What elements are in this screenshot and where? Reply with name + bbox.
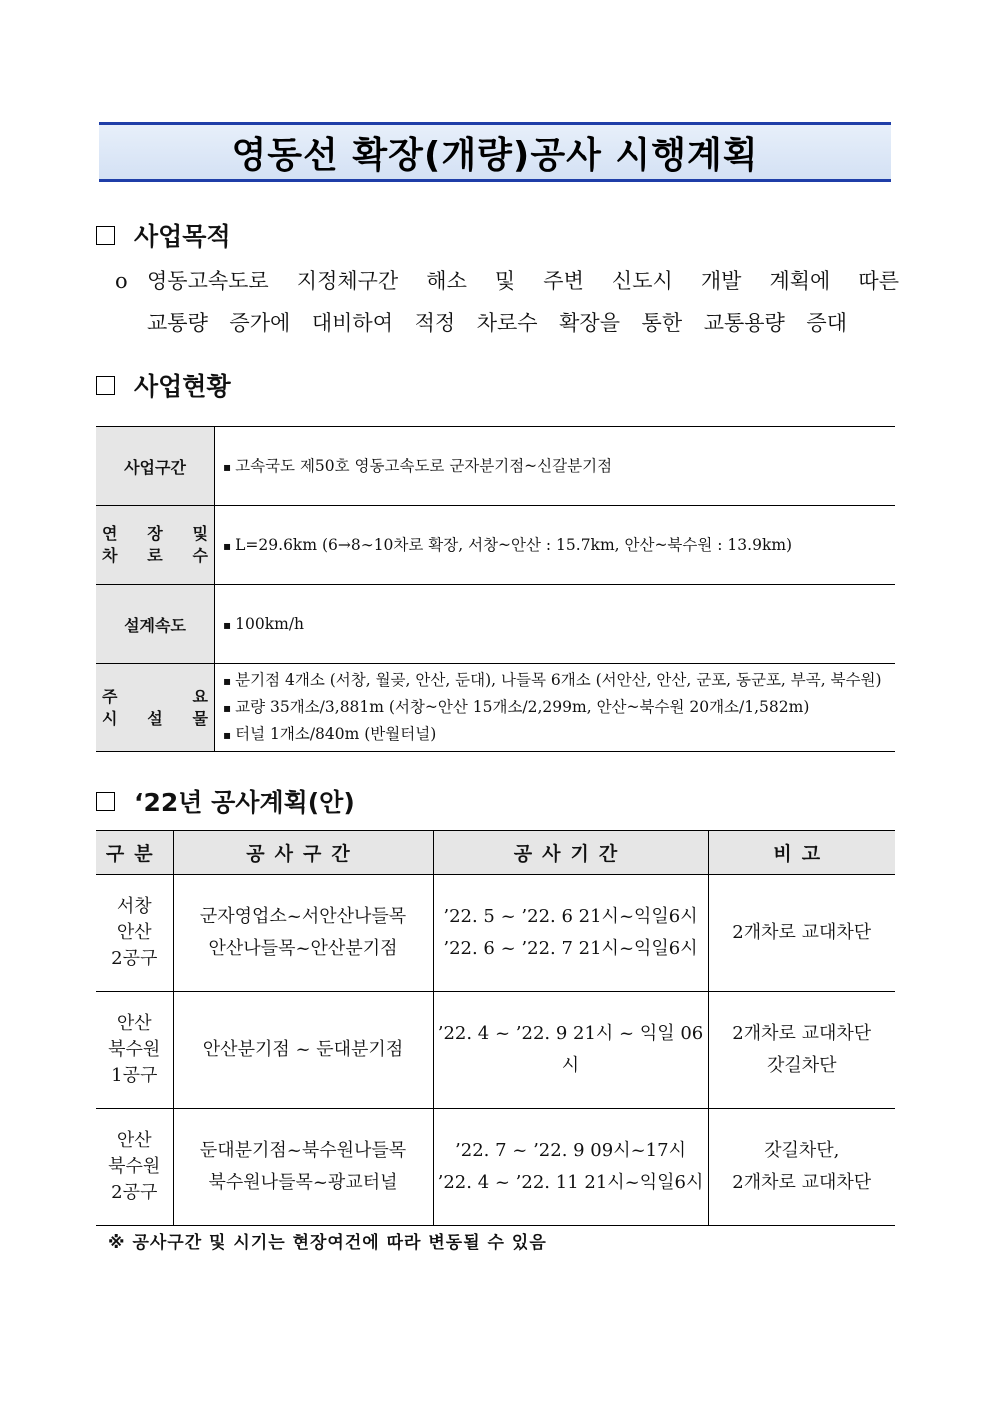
footnote: ※ 공사구간 및 시기는 현장여건에 따라 변동될 수 있음 [108, 1233, 547, 1253]
purpose-word: 대비하여 [311, 311, 393, 335]
purpose-line-words [147, 260, 899, 302]
purpose-word: 적정 [414, 311, 456, 335]
status-label-char: 연 [102, 524, 118, 543]
section-title: 사업목적 [134, 222, 231, 251]
status-label-line [102, 708, 208, 730]
status-value [215, 427, 896, 506]
status-label-lines [102, 523, 208, 567]
plan-cell-line: ’22. 7 ~ ’22. 9 09시~17시 [455, 1140, 686, 1161]
status-label-char: 주 [102, 686, 118, 706]
purpose-word: 계획에 [769, 269, 831, 293]
plan-cell-notes [708, 875, 895, 992]
purpose-line-2 [115, 302, 847, 344]
purpose-word: 따른 [858, 269, 899, 293]
purpose-word: 해소 [426, 269, 467, 293]
plan-cell-division [96, 875, 173, 992]
plan-row [96, 875, 895, 992]
plan-cell-sections [173, 1109, 433, 1226]
plan-cell-line: ’22. 4 ~ ’22. 11 21시~익일6시 [437, 1172, 704, 1193]
section-title: 사업현황 [134, 372, 231, 401]
status-item [223, 694, 894, 721]
checkbox-icon [96, 376, 115, 395]
plan-cell-sections [173, 875, 433, 992]
plan-cell-line: 안산분기점 ~ 둔대분기점 [202, 1039, 404, 1060]
status-value-lines [223, 532, 894, 559]
plan-cell-line: ’22. 5 ~ ’22. 6 21시~익일6시 [443, 906, 698, 927]
section-heading-plan [96, 783, 355, 819]
status-label-text: 사업구간 [124, 457, 186, 477]
status-item-text: 100km/h [235, 614, 305, 633]
plan-cell-line: 안산 [116, 922, 152, 943]
plan-cell-line: 1공구 [111, 1065, 158, 1086]
bullet-icon: ▪ [223, 459, 232, 474]
plan-cell-line: 2공구 [111, 948, 158, 969]
plan-header-cell: 구분 [96, 831, 173, 875]
status-label-char: 및 [192, 524, 208, 543]
status-label-char: 설 [147, 708, 163, 728]
plan-cell-line: 안산 [116, 1013, 152, 1034]
plan-row [96, 992, 895, 1109]
plan-cell-periods [433, 1109, 708, 1226]
status-row [96, 664, 895, 752]
plan-header-row [96, 831, 895, 875]
section-heading-purpose [96, 217, 231, 253]
plan-cell-line: 2개차로 교대차단 [732, 922, 872, 943]
purpose-word: 개발 [700, 269, 742, 293]
status-label [96, 585, 215, 664]
purpose-word: 교통용량 [703, 311, 785, 335]
plan-cell-line: 군자영업소~서안산나들목 [199, 906, 407, 927]
page-title: 영동선 확장(개량)공사 시행계획 [231, 134, 759, 176]
plan-cell-periods [433, 992, 708, 1109]
status-label-char: 장 [147, 524, 163, 543]
status-item-text: L=29.6km (6→8∼10차로 확장, 서창~안산 : 15.7km, 안산~북수원 : 13.9km) [235, 535, 793, 554]
plan-table [96, 830, 895, 1226]
plan-cell-line: 2개차로 교대차단 [732, 1023, 872, 1044]
plan-cell-line: 북수원 [108, 1039, 161, 1060]
plan-cell-line: 안산 [116, 1130, 152, 1151]
plan-cell-periods [433, 875, 708, 992]
plan-cell-division [96, 992, 173, 1109]
bullet-icon: ▪ [223, 674, 232, 688]
status-value-lines [223, 611, 894, 638]
plan-cell-line: 갓길차단 [766, 1055, 837, 1076]
status-item-text: 분기점 4개소 (서창, 월곶, 안산, 둔대), 나들목 6개소 (서안산, 안산, 군포, 동군포, 부곡, 북수원) [235, 671, 882, 689]
status-label [96, 506, 215, 585]
status-label-char: 차 [102, 546, 118, 565]
purpose-word: 통한 [641, 311, 683, 335]
plan-cell-sections [173, 992, 433, 1109]
plan-cell-line: ’22. 4 ~ ’22. 9 21시 ~ 익일 06시 [437, 1023, 704, 1076]
status-item [223, 611, 894, 638]
status-label-char: 물 [192, 708, 208, 728]
status-row [96, 427, 895, 506]
plan-cell-line: ’22. 6 ~ ’22. 7 21시~익일6시 [443, 938, 698, 959]
title-banner [99, 122, 891, 182]
status-label-char: 로 [147, 546, 163, 565]
status-item-text: 교량 35개소/3,881m (서창~안산 15개소/2,299m, 안산~북수원 20개소/1,582m) [235, 698, 810, 716]
plan-cell-line: 갓길차단, [764, 1140, 840, 1161]
plan-row [96, 1109, 895, 1226]
bullet-icon: ▪ [223, 701, 232, 715]
status-label-char: 시 [102, 708, 118, 728]
plan-cell-line: 서창 [116, 896, 152, 917]
status-item [223, 532, 894, 559]
plan-header-cell: 공사기간 [433, 831, 708, 875]
status-item [223, 667, 894, 694]
bullet-icon: ▪ [223, 617, 232, 632]
plan-cell-line: 2공구 [111, 1182, 158, 1203]
status-label-text: 설계속도 [124, 615, 186, 635]
status-label [96, 427, 215, 506]
plan-cell-line: 둔대분기점~북수원나들목 [199, 1140, 407, 1161]
purpose-word: 증대 [806, 311, 847, 335]
purpose-word: 증가에 [229, 311, 291, 335]
purpose-line-1 [115, 260, 899, 302]
plan-cell-line: 안산나들목~안산분기점 [208, 938, 398, 959]
plan-cell-notes [708, 1109, 895, 1226]
status-value-lines [223, 667, 894, 748]
plan-cell-division [96, 1109, 173, 1226]
status-value [215, 506, 896, 585]
status-label [96, 664, 215, 752]
purpose-word: 지정체구간 [296, 269, 399, 293]
plan-cell-line: 북수원 [108, 1156, 161, 1177]
plan-cell-line: 2개차로 교대차단 [732, 1172, 872, 1193]
status-item [223, 453, 894, 480]
status-value-lines [223, 453, 894, 480]
purpose-bullet: o [115, 269, 128, 293]
bullet-icon: ▪ [223, 728, 232, 742]
status-row [96, 506, 895, 585]
status-table [96, 426, 895, 752]
status-value [215, 585, 896, 664]
status-label-line [102, 686, 208, 708]
status-value [215, 664, 896, 752]
plan-header-cell: 공사구간 [173, 831, 433, 875]
status-row [96, 585, 895, 664]
purpose-word: 영동고속도로 [147, 269, 269, 293]
status-item [223, 721, 894, 748]
plan-cell-notes [708, 992, 895, 1109]
status-item-text: 터널 1개소/840m (반월터널) [235, 725, 437, 743]
purpose-word: 신도시 [611, 269, 673, 293]
bullet-icon: ▪ [223, 538, 232, 553]
status-label-char: 요 [192, 686, 208, 706]
plan-cell-line: 북수원나들목~광교터널 [208, 1172, 398, 1193]
checkbox-icon [96, 792, 115, 811]
purpose-word: 및 [494, 269, 516, 293]
purpose-word: 주변 [543, 269, 584, 293]
section-title: ‘22년 공사계획(안) [134, 788, 355, 817]
status-item-text: 고속국도 제50호 영동고속도로 군자분기점~신갈분기점 [235, 456, 613, 475]
purpose-word: 교통량 [147, 311, 208, 335]
status-label-char: 수 [192, 546, 208, 565]
purpose-word: 확장을 [559, 311, 620, 335]
status-label-lines [102, 686, 208, 730]
section-heading-status [96, 367, 231, 403]
plan-header-cell: 비고 [708, 831, 895, 875]
status-label-line [102, 545, 208, 567]
status-label-line [102, 523, 208, 545]
purpose-word: 차로수 [476, 311, 538, 335]
purpose-text [115, 260, 899, 344]
checkbox-icon [96, 226, 115, 245]
